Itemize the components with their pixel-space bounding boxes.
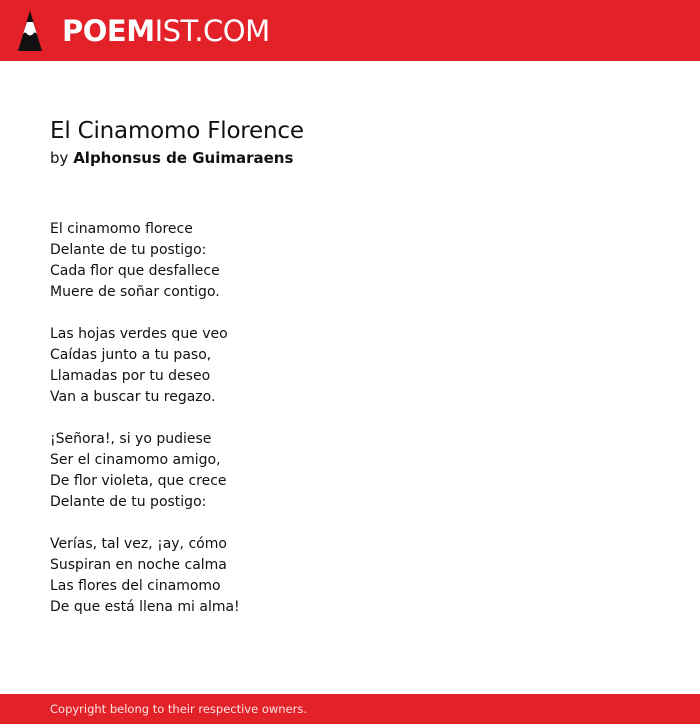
by-label: by — [50, 149, 69, 167]
logo-wordmark — [62, 9, 270, 53]
stanza — [50, 534, 670, 618]
stanza — [50, 219, 670, 303]
poem-line: De que está llena mi alma! — [50, 599, 240, 615]
copyright-text: Copyright belong to their respective owners. — [50, 702, 308, 716]
poem-line: Llamadas por tu deseo — [50, 368, 211, 384]
site-footer — [0, 694, 700, 724]
poem-body — [50, 219, 670, 618]
poem-line: Delante de tu postigo: — [50, 242, 207, 258]
byline — [50, 147, 670, 169]
poem-line: Suspiran en noche calma — [50, 557, 227, 573]
poem-line: De flor violeta, que crece — [50, 473, 227, 489]
poem-line: Muere de soñar contigo. — [50, 284, 220, 300]
poem-line: Van a buscar tu regazo. — [50, 389, 216, 405]
site-logo-link[interactable] — [17, 9, 270, 53]
poem-line: ¡Señora!, si yo pudiese — [50, 431, 212, 447]
logo-light-text: IST.COM — [154, 14, 270, 48]
poem-line: El cinamomo florece — [50, 221, 193, 237]
poem-line: Ser el cinamomo amigo, — [50, 452, 221, 468]
poem-line: Verías, tal vez, ¡ay, cómo — [50, 536, 227, 552]
poem-line: Caídas junto a tu paso, — [50, 347, 212, 363]
pencil-icon — [17, 10, 43, 52]
poem-content — [50, 61, 670, 639]
stanza — [50, 324, 670, 408]
author-link[interactable]: Alphonsus de Guimaraens — [73, 149, 294, 167]
poem-line: Las flores del cinamomo — [50, 578, 221, 594]
poem-line: Cada flor que desfallece — [50, 263, 220, 279]
poem-title: El Cinamomo Florence — [50, 118, 304, 144]
stanza — [50, 429, 670, 513]
logo-bold-text: POEM — [62, 14, 155, 48]
poem-line: Delante de tu postigo: — [50, 494, 207, 510]
site-header — [0, 0, 700, 61]
poem-line: Las hojas verdes que veo — [50, 326, 228, 342]
